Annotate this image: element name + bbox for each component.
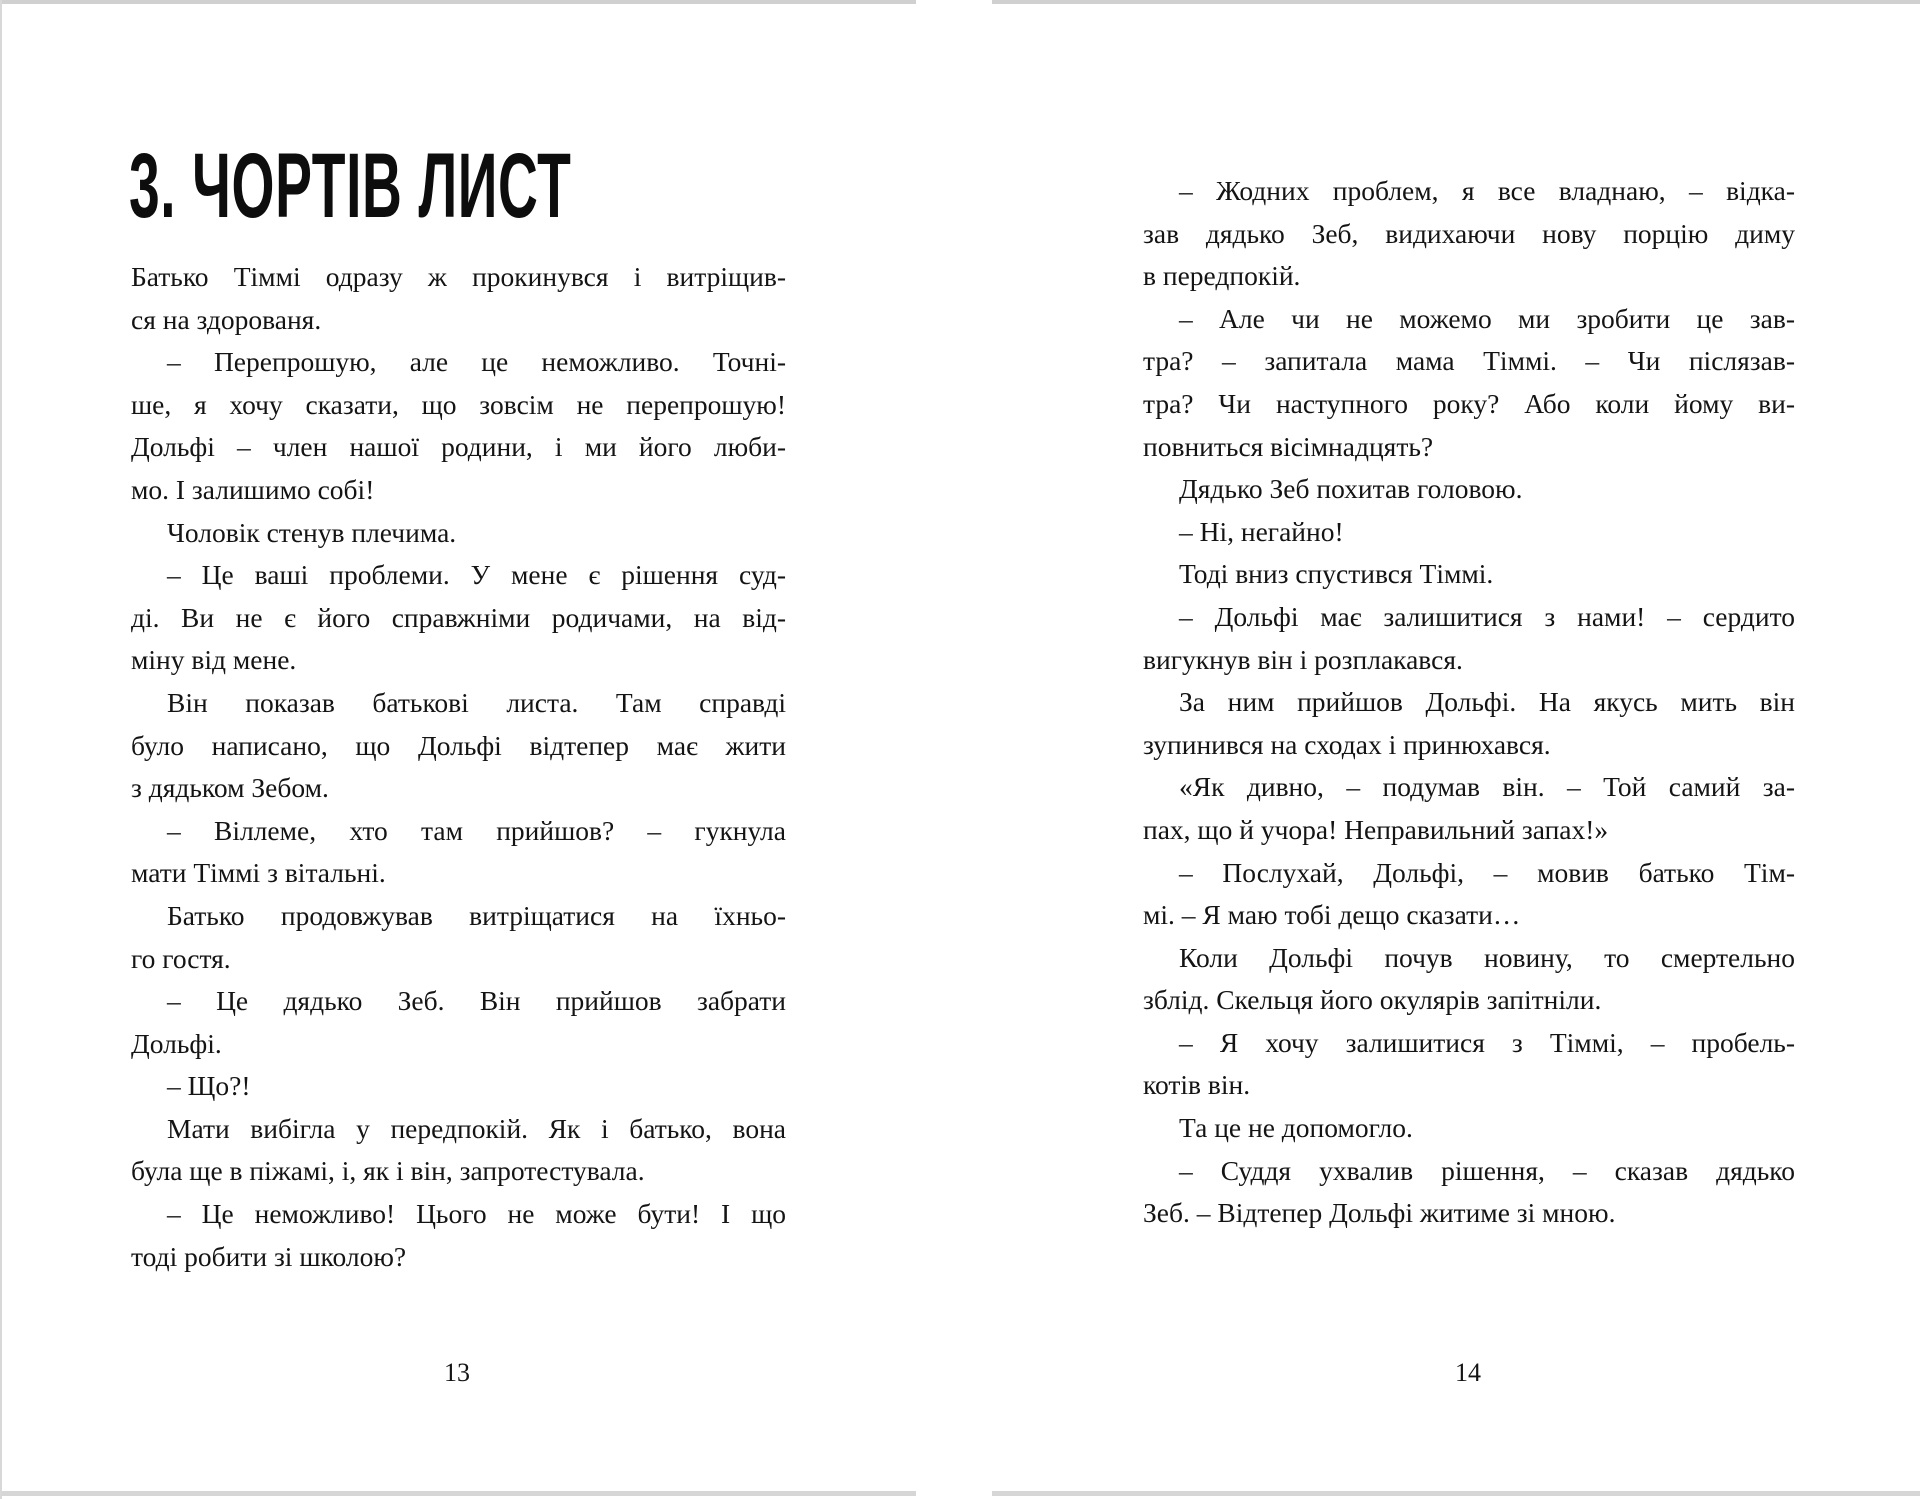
text-line: зав дядько Зеб, видихаючи нову порцію диму <box>1143 217 1795 249</box>
text-line: – Жодних проблем, я все владнаю, – відка- <box>1179 175 1795 206</box>
page-top-edge <box>2 0 916 4</box>
text-line: зупинився на сходах і принюхався. <box>1143 728 1551 760</box>
page-bottom-edge <box>2 1491 916 1496</box>
text-line: мо. І залишимо собі! <box>131 473 375 505</box>
text-line: тра? – запитала мама Тіммі. – Чи післязав- <box>1143 345 1795 377</box>
text-line: Батько Тіммі одразу ж прокинувся і витріщив- <box>131 261 786 292</box>
text-line: – Я хочу залишитися з Тіммі, – пробель- <box>1179 1026 1795 1058</box>
text-line: – Віллеме, хто там прийшов? – гукнула <box>167 814 786 846</box>
text-line: – Це ваші проблеми. У мене є рішення суд- <box>167 559 786 591</box>
text-line: міну від мене. <box>131 644 297 676</box>
text-line: повниться вісімнадцять? <box>1143 430 1434 462</box>
page-top-edge <box>992 0 1920 4</box>
text-line: було написано, що Дольфі відтепер має жити <box>131 729 786 761</box>
text-line: мі. – Я маю тобі дещо сказати… <box>1143 899 1521 931</box>
left-page-body <box>131 256 786 1278</box>
right-page <box>992 0 1920 1499</box>
text-line: в передпокій. <box>1143 260 1301 292</box>
page-number: 14 <box>1455 1358 1481 1387</box>
left-page <box>0 0 916 1499</box>
page-bottom-edge <box>992 1491 1920 1496</box>
text-line: тоді робити зі школою? <box>131 1240 407 1272</box>
text-line: зблід. Скельця його окулярів запітніли. <box>1143 984 1602 1016</box>
text-line: Дядько Зеб похитав головою. <box>1179 473 1523 505</box>
text-line: мати Тіммі з вітальні. <box>131 857 386 889</box>
text-line: – Це неможливо! Цього не може бути! І що <box>167 1198 786 1230</box>
text-line: пах, що й учора! Неправильний запах!» <box>1143 813 1609 845</box>
text-line: Чоловік стенув плечима. <box>167 516 457 548</box>
text-line: котів він. <box>1143 1069 1251 1101</box>
text-line: «Як дивно, – подумав він. – Той самий за- <box>1179 771 1795 803</box>
text-line: була ще в піжамі, і, як і він, запротестувала. <box>131 1155 645 1187</box>
right-page-body <box>1143 170 1795 1235</box>
text-line: го гостя. <box>131 942 231 974</box>
text-line: Зеб. – Відтепер Дольфі житиме зі мною. <box>1143 1197 1616 1229</box>
text-line: ся на здорованя. <box>131 303 322 335</box>
chapter-title: 3. ЧОРТІВ ЛИСТ <box>129 135 572 237</box>
text-line: Тоді вниз спустився Тіммі. <box>1179 558 1494 590</box>
text-line: Він показав батькові листа. Там справді <box>167 686 786 718</box>
text-line: Батько продовжував витріщатися на їхньо- <box>167 899 786 931</box>
text-line: – Перепрошую, але це неможливо. Точні- <box>167 346 786 378</box>
text-line: ді. Ви не є його справжніми родичами, на від- <box>131 601 786 633</box>
text-line: – Суддя ухвалив рішення, – сказав дядько <box>1179 1154 1795 1186</box>
text-line: Дольфі. <box>131 1027 222 1059</box>
text-line: Коли Дольфі почув новину, то смертельно <box>1179 941 1795 973</box>
text-line: вигукнув він і розплакався. <box>1143 643 1463 675</box>
text-line: Та це не допомогло. <box>1179 1112 1413 1144</box>
text-line: з дядьком Зебом. <box>131 772 329 804</box>
text-line: ше, я хочу сказати, що зовсім не перепрошую! <box>131 388 786 420</box>
text-line: – Але чи не можемо ми зробити це зав- <box>1179 302 1795 334</box>
text-line: – Що?! <box>167 1070 251 1102</box>
page-number: 13 <box>444 1358 470 1387</box>
text-line: – Послухай, Дольфі, – мовив батько Тім- <box>1179 856 1795 888</box>
text-line: Дольфі – член нашої родини, і ми його люби- <box>131 431 786 463</box>
text-line: тра? Чи наступного року? Або коли йому ви- <box>1143 387 1795 419</box>
text-line: Мати вибігла у передпокій. Як і батько, вона <box>167 1112 786 1144</box>
text-line: За ним прийшов Дольфі. На якусь мить він <box>1179 686 1795 718</box>
text-line: – Дольфі має залишитися з нами! – сердито <box>1179 600 1795 632</box>
text-line: – Ні, негайно! <box>1179 515 1344 547</box>
text-line: – Це дядько Зеб. Він прийшов забрати <box>167 985 786 1017</box>
